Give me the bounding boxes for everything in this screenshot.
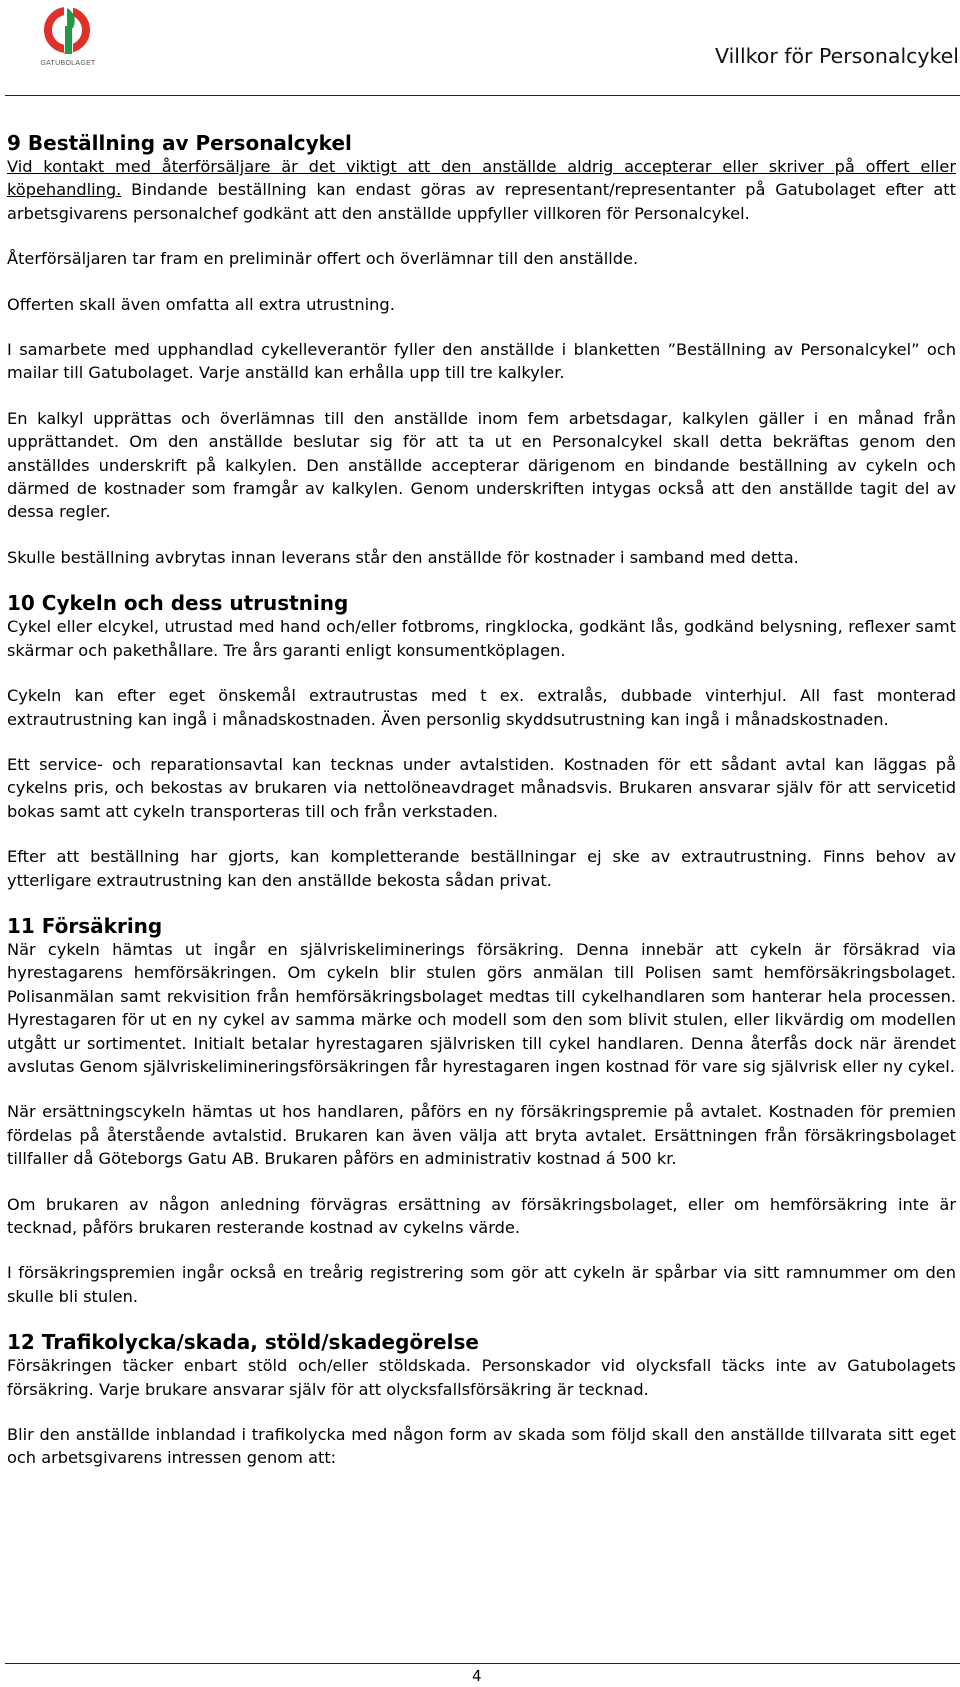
section-12-paragraph-1: Försäkringen täcker enbart stöld och/eller stöldskada. Personskador vid olycksfall täcks inte av Gatubolagets försäkring. Varje brukare ansvarar själv för att olycksfallsförsäkring är tecknad. bbox=[7, 1356, 956, 1399]
section-10-heading: 10 Cykeln och dess utrustning bbox=[7, 591, 349, 616]
section-10-paragraph-3: Ett service- och reparationsavtal kan tecknas under avtalstiden. Kostnaden för ett sådant avtal kan läggas på cykelns pris, och bekostas av brukaren via nettolöneavdraget månadsvis. Brukaren ansvarar själv för att servicetid bokas samt att cykeln transporteras till och från verkstaden. bbox=[7, 754, 956, 821]
footer-divider bbox=[5, 1663, 960, 1664]
document-body bbox=[7, 131, 956, 1492]
section-9-paragraph-1 bbox=[7, 155, 956, 225]
section-12-paragraph-2: Blir den anställde inblandad i trafikolycka med någon form av skada som följd skall den anställde tillvarata sitt eget och arbetsgivarens intressen genom att: bbox=[7, 1425, 956, 1468]
section-10-paragraph-1: Cykel eller elcykel, utrustad med hand och/eller fotbroms, ringklocka, godkänt lås, godkänd belysning, reflexer samt skärmar och pakethållare. Tre års garanti enligt konsumentköplagen. bbox=[7, 617, 956, 660]
section-11-paragraph-4: I försäkringspremien ingår också en treårig registrering som gör att cykeln är spårbar via sitt ramnummer om den skulle bli stulen. bbox=[7, 1263, 956, 1306]
gatubolaget-logo bbox=[36, 4, 100, 70]
section-11-paragraph-1: När cykeln hämtas ut ingår en självriskeliminerings försäkring. Denna innebär att cykeln är försäkrad via hyrestagarens hemförsäkringen. Om cykeln blir stulen görs anmälan till Polisen samt hemförsäkringsbolaget. Polisanmälan samt rekvisition från hemförsäkringsbolaget medtas till cykelhandlaren som hanterar hela processen. Hyrestagaren för ut en ny cykel av samma märke och modell som den som blivit stulen, eller likvärdig om modellen utgått ur sortimentet. Initialt betalar hyrestagaren självrisken till cykel handlaren. Denna återfås dock när ärendet avslutas Genom självriskelimineringsförsäkringen får hyrestagaren ingen kostnad för vare sig självrisk eller ny cykel. bbox=[7, 939, 956, 1076]
section-11-heading: 11 Försäkring bbox=[7, 913, 163, 938]
section-9-paragraph-2: Återförsäljaren tar fram en preliminär offert och överlämnar till den anställde. bbox=[7, 249, 639, 269]
section-11-paragraph-3: Om brukaren av någon anledning förvägras ersättning av försäkringsbolaget, eller om hemförsäkring inte är tecknad, påförs brukaren resterande kostnad av cykelns värde. bbox=[7, 1194, 956, 1237]
section-9-paragraph-4: I samarbete med upphandlad cykelleverantör fyller den anställde i blanketten ”Beställning av Personalcykel” och mailar till Gatubolaget. Varje anställd kan erhålla upp till tre kalkyler. bbox=[7, 340, 956, 383]
page-number: 4 bbox=[472, 1667, 482, 1685]
document-title: Villkor för Personalcykel bbox=[715, 44, 959, 68]
logo-wordmark: GATUBOLAGET bbox=[40, 60, 96, 67]
section-12-heading: 12 Trafikolycka/skada, stöld/skadegörelse bbox=[7, 1330, 479, 1355]
header-divider bbox=[5, 95, 960, 96]
section-10-paragraph-4: Efter att beställning har gjorts, kan kompletterande beställningar ej ske av extrautrustning. Finns behov av ytterligare extrautrustning kan den anställde bekosta sådan privat. bbox=[7, 847, 956, 890]
section-10-paragraph-2: Cykeln kan efter eget önskemål extrautrustas med t ex. extralås, dubbade vinterhjul. All fast monterad extrautrustning kan ingå i månadskostnaden. Även personlig skyddsutrustning kan ingå i månadskostnaden. bbox=[7, 686, 956, 729]
section-9-heading: 9 Beställning av Personalcykel bbox=[7, 131, 352, 155]
section-11-paragraph-2: När ersättningscykeln hämtas ut hos handlaren, påförs en ny försäkringspremie på avtalet. Kostnaden för premien fördelas på återstående avtalstid. Brukaren kan även välja att bryta avtalet. Ersättningen från försäkringsbolaget tillfaller då Göteborgs Gatu AB. Brukaren påförs en administrativ kostnad á 500 kr. bbox=[7, 1102, 956, 1169]
logo-mark-icon bbox=[36, 4, 100, 60]
section-9-paragraph-6: Skulle beställning avbrytas innan leverans står den anställde för kostnader i samband med detta. bbox=[7, 547, 799, 567]
underlined-warning: Vid kontakt med återförsäljare är det viktigt att den anställde aldrig accepterar eller skriver på offert eller köpehandling. bbox=[7, 157, 956, 200]
section-9-paragraph-5: En kalkyl upprättas och överlämnas till den anställde inom fem arbetsdagar, kalkylen gäller i en månad från upprättandet. Om den anställde beslutar sig för att ta ut en Personalcykel skall detta bekräftas genom den anställdes underskrift på kalkylen. Den anställde accepterar därigenom en bindande beställning av cykeln och därmed de kostnader som framgår av kalkylen. Genom underskriften intygas också att den anställde tagit del av dessa regler. bbox=[7, 408, 956, 522]
section-9-paragraph-3: Offerten skall även omfatta all extra utrustning. bbox=[7, 294, 395, 314]
section-9-paragraph-1-rest: Bindande beställning kan endast göras av representant/representanter på Gatubolaget efter att arbetsgivarens personalchef godkänt att den anställde uppfyller villkoren för Personalcykel. bbox=[7, 180, 956, 223]
